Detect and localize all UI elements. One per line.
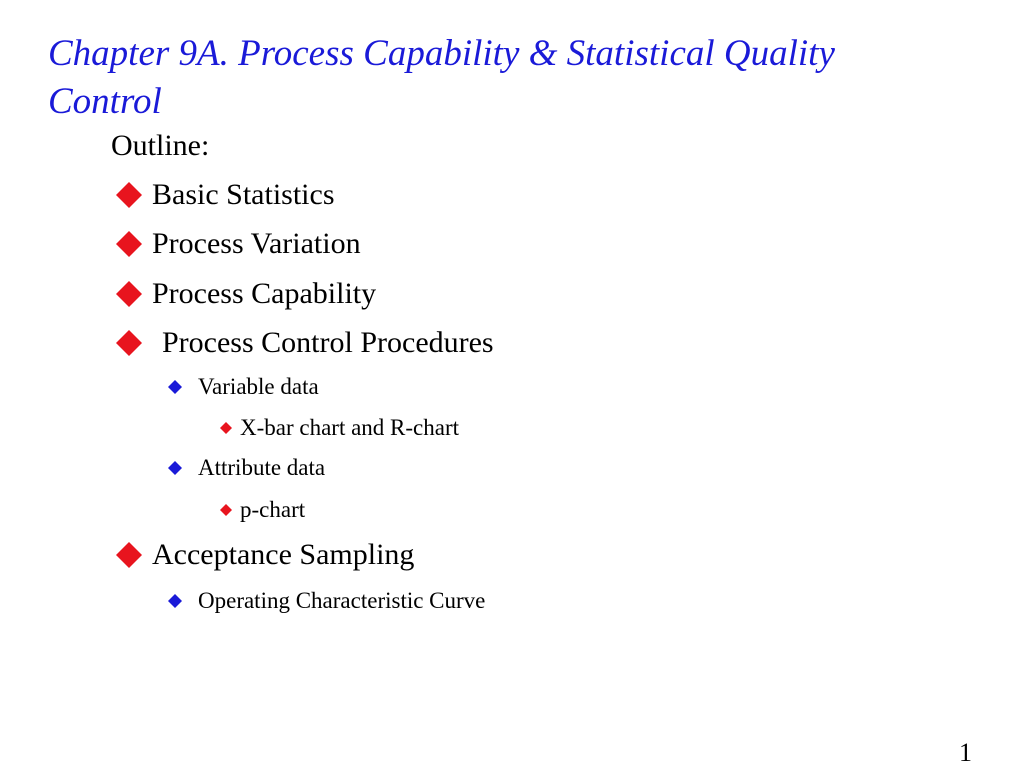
outline-item-label: Basic Statistics: [152, 178, 335, 211]
diamond-bullet-icon: [114, 540, 152, 570]
outline-item-process-capability: [114, 274, 376, 314]
diamond-bullet-icon: [218, 420, 240, 436]
outline-subitem-label: Variable data: [198, 374, 319, 399]
outline-item-acceptance-sampling: [114, 535, 414, 575]
diamond-bullet-icon: [114, 328, 162, 358]
diamond-bullet-icon: [114, 180, 152, 210]
outline-subsubitem-label: p-chart: [240, 497, 306, 522]
page-number: 1: [959, 738, 972, 767]
outline-subitem-attribute-data: [166, 452, 325, 484]
outline-item-label: Process Variation: [152, 227, 361, 260]
outline-item-label: Process Control Procedures: [162, 326, 494, 359]
outline-subsubitem-p-chart: [218, 494, 305, 526]
diamond-bullet-icon: [114, 229, 152, 259]
outline-item-label: Process Capability: [152, 277, 377, 310]
diamond-bullet-icon: [114, 279, 152, 309]
outline-subsubitem-label: X-bar chart and R-chart: [240, 415, 460, 440]
outline-subitem-label: Operating Characteristic Curve: [198, 588, 486, 613]
slide-title: Chapter 9A. Process Capability & Statistical Quality Control: [48, 33, 835, 122]
outline-subsubitem-xbar-r-chart: [218, 412, 459, 444]
outline-item-label: Acceptance Sampling: [152, 538, 415, 571]
outline-item-process-variation: [114, 224, 361, 264]
diamond-bullet-icon: [166, 378, 198, 396]
diamond-bullet-icon: [166, 592, 198, 610]
diamond-bullet-icon: [218, 502, 240, 518]
outline-subitem-label: Attribute data: [198, 455, 326, 480]
outline-subitem-variable-data: [166, 371, 319, 403]
outline-heading: Outline:: [111, 129, 210, 162]
outline-item-basic-statistics: [114, 175, 335, 215]
outline-item-process-control-procedures: [114, 323, 494, 363]
outline-subitem-operating-characteristic-curve: [166, 585, 485, 617]
diamond-bullet-icon: [166, 459, 198, 477]
